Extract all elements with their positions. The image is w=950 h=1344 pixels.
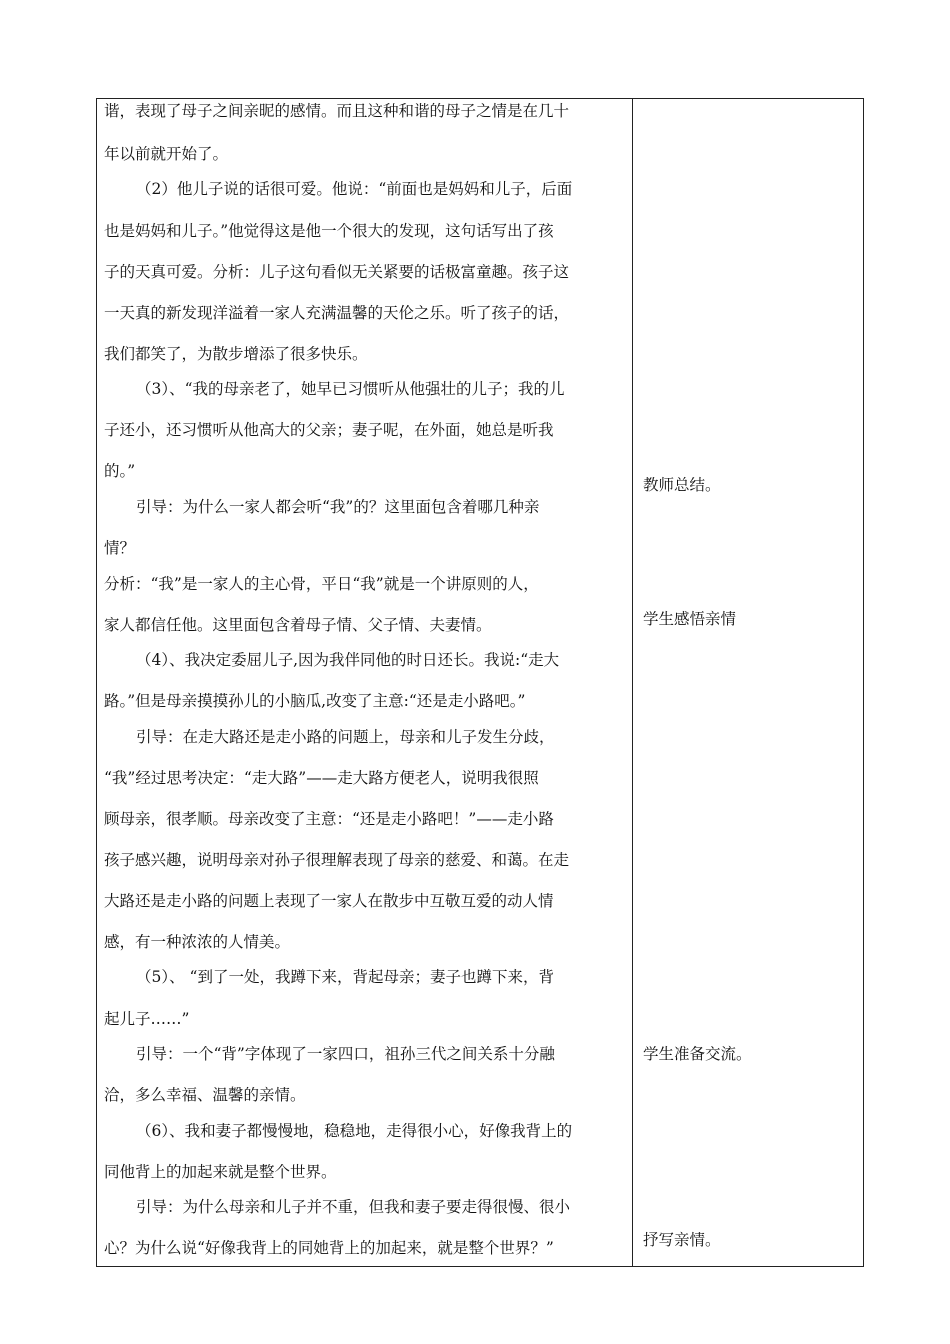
text-line: 一天真的新发现洋溢着一家人充满温馨的天伦之乐。听了孩子的话， <box>104 304 570 322</box>
text-line: （4）、我决定委屈儿子,因为我伴同他的时日还长。我说:“走大 <box>136 651 560 669</box>
text-line: 我们都笑了，为散步增添了很多快乐。 <box>104 345 368 363</box>
text-line: 子的天真可爱。分析：儿子这句看似无关紧要的话极富童趣。孩子这 <box>104 263 570 281</box>
activity-note: 抒写亲情。 <box>643 1231 721 1249</box>
student-note: 学生准备交流。 <box>643 1045 752 1063</box>
text-line: 引导：在走大路还是走小路的问题上，母亲和儿子发生分歧， <box>136 728 555 746</box>
text-line: 大路还是走小路的问题上表现了一家人在散步中互敬互爱的动人情 <box>104 892 554 910</box>
text-line: 洽，多么幸福、温馨的亲情。 <box>104 1086 306 1104</box>
text-line: （5）、 “到了一处，我蹲下来，背起母亲；妻子也蹲下来，背 <box>136 968 554 986</box>
text-line: （6）、我和妻子都慢慢地，稳稳地，走得很小心，好像我背上的 <box>136 1122 573 1140</box>
text-line: 情？ <box>104 539 136 557</box>
text-line: 感，有一种浓浓的人情美。 <box>104 933 291 951</box>
teacher-note: 教师总结。 <box>643 476 721 494</box>
text-line: “我”经过思考决定：“走大路”——走大路方便老人，说明我很照 <box>104 769 539 787</box>
text-line: 引导：为什么一家人都会听“我”的？这里面包含着哪几种亲 <box>136 498 540 516</box>
text-line: 路。”但是母亲摸摸孙儿的小脑瓜,改变了主意:“还是走小路吧。” <box>104 692 526 710</box>
text-line: 引导：一个“背”字体现了一家四口，祖孙三代之间关系十分融 <box>136 1045 555 1063</box>
text-line: （3）、“我的母亲老了，她早已习惯听从他强壮的儿子；我的儿 <box>136 380 565 398</box>
text-line: 年以前就开始了。 <box>104 145 229 163</box>
text-line: 家人都信任他。这里面包含着母子情、父子情、夫妻情。 <box>104 616 492 634</box>
text-line: 孩子感兴趣，说明母亲对孙子很理解表现了母亲的慈爱、和蔼。在走 <box>104 851 570 869</box>
column-divider <box>632 98 633 1267</box>
text-line: 也是妈妈和儿子。”他觉得这是他一个很大的发现，这句话写出了孩 <box>104 222 554 240</box>
text-line: 引导：为什么母亲和儿子并不重，但我和妻子要走得很慢、很小 <box>136 1198 571 1216</box>
text-line: 的。” <box>104 462 136 480</box>
text-line: （2）他儿子说的话很可爱。他说：“前面也是妈妈和儿子，后面 <box>136 180 573 198</box>
text-line: 同他背上的加起来就是整个世界。 <box>104 1163 337 1181</box>
text-line: 心？为什么说“好像我背上的同她背上的加起来，就是整个世界？” <box>104 1239 554 1257</box>
student-note: 学生感悟亲情 <box>643 610 737 628</box>
text-line: 起儿子……” <box>104 1010 190 1028</box>
text-line: 分析：“我”是一家人的主心骨，平日“我”就是一个讲原则的人， <box>104 575 539 593</box>
text-line: 子还小，还习惯听从他高大的父亲；妻子呢，在外面，她总是听我 <box>104 421 554 439</box>
text-line: 谐，表现了母子之间亲昵的感情。而且这种和谐的母子之情是在几十 <box>104 102 570 120</box>
text-line: 顾母亲，很孝顺。母亲改变了主意：“还是走小路吧！”——走小路 <box>104 810 554 828</box>
